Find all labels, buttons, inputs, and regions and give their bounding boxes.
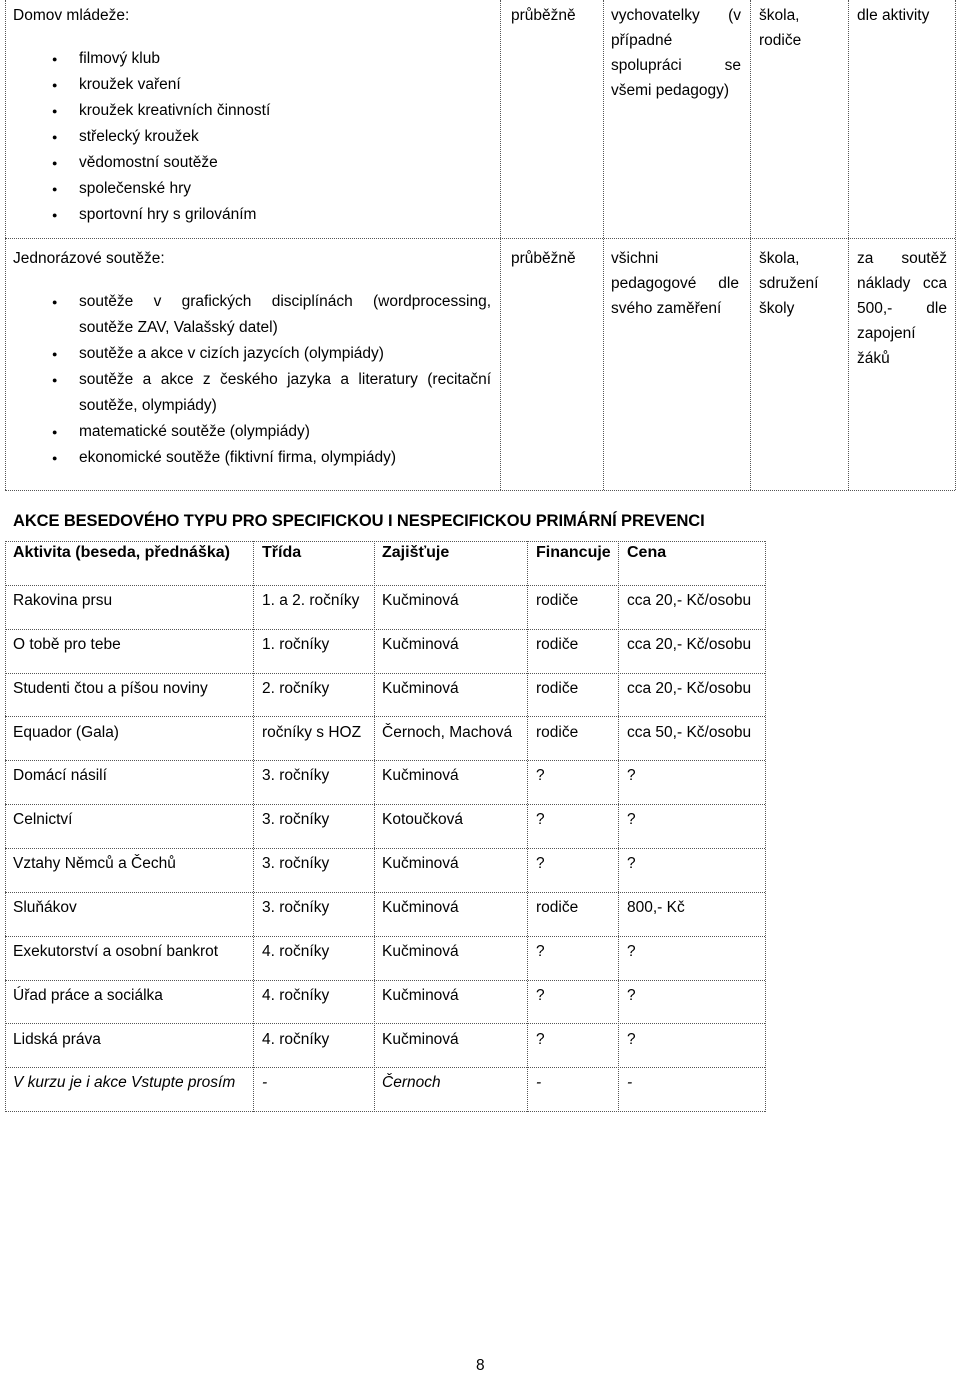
- row2-financuje: škola, sdružení školy: [759, 250, 819, 317]
- cell-zajistuje: Kučminová: [382, 767, 459, 784]
- cell-financuje: -: [536, 1074, 542, 1091]
- cell-aktivita: Lidská práva: [13, 1031, 101, 1048]
- list-item: ● soutěže a akce z českého jazyka a literatury (recitační soutěže, olympiády): [13, 367, 491, 419]
- section-heading: AKCE BESEDOVÉHO TYPU PRO SPECIFICKOU I NESPECIFICKOU PRIMÁRNÍ PREVENCI: [13, 512, 705, 530]
- cell-cena: cca 20,- Kč/osobu: [627, 636, 752, 653]
- cell-trida: 2. ročníky: [262, 680, 330, 697]
- list-item: ● sportovní hry s grilováním: [13, 202, 493, 228]
- cell-trida: 4. ročníky: [262, 1031, 330, 1048]
- cell-trida: 1. a 2. ročníky: [262, 592, 360, 609]
- row2-termin: průběžně: [511, 250, 576, 267]
- cell-cena: ?: [627, 943, 636, 960]
- cell-zajistuje: Kučminová: [382, 943, 459, 960]
- page-number: 8: [476, 1357, 485, 1374]
- cell-zajistuje: Kučminová: [382, 899, 459, 916]
- cell-cena: -: [627, 1074, 633, 1091]
- cell-financuje: ?: [536, 987, 545, 1004]
- col-header-financuje: Financuje: [536, 544, 611, 561]
- col-header-aktivita: Aktivita (beseda, přednáška): [13, 544, 230, 561]
- row1-financuje: škola, rodiče: [759, 7, 802, 49]
- cell-financuje: ?: [536, 943, 545, 960]
- list-item: ● kroužek kreativních činností: [13, 98, 493, 124]
- cell-trida: 3. ročníky: [262, 811, 330, 828]
- cell-financuje: ?: [536, 767, 545, 784]
- cell-financuje: rodiče: [536, 680, 579, 697]
- cell-aktivita: O tobě pro tebe: [13, 636, 121, 653]
- cell-aktivita: Vztahy Němců a Čechů: [13, 855, 176, 872]
- cell-financuje: rodiče: [536, 724, 579, 741]
- cell-zajistuje: Kučminová: [382, 680, 459, 697]
- cell-financuje: ?: [536, 1031, 545, 1048]
- cell-zajistuje: Kučminová: [382, 1031, 459, 1048]
- cell-trida: 3. ročníky: [262, 767, 330, 784]
- row1-title: Domov mládeže:: [13, 7, 130, 24]
- cell-aktivita: Sluňákov: [13, 899, 77, 916]
- cell-aktivita: Celnictví: [13, 811, 73, 828]
- row1-list: [13, 46, 493, 228]
- list-item: ● soutěže a akce v cizích jazycích (olympiády): [13, 341, 491, 367]
- cell-zajistuje: Kučminová: [382, 592, 459, 609]
- list-item: ● střelecký kroužek: [13, 124, 493, 150]
- cell-trida: 1. ročníky: [262, 636, 330, 653]
- list-item: ● kroužek vaření: [13, 72, 493, 98]
- list-item: ● ekonomické soutěže (fiktivní firma, olympiády): [13, 445, 491, 471]
- list-item: ● soutěže v grafických disciplínách (wordprocessing, soutěže ZAV, Valašský datel): [13, 289, 491, 341]
- cell-aktivita: Úřad práce a sociálka: [13, 987, 163, 1004]
- cell-trida: 4. ročníky: [262, 987, 330, 1004]
- cell-cena: ?: [627, 811, 636, 828]
- cell-zajistuje: Kučminová: [382, 636, 459, 653]
- cell-cena: ?: [627, 1031, 636, 1048]
- cell-financuje: rodiče: [536, 636, 579, 653]
- cell-aktivita: Equador (Gala): [13, 724, 119, 741]
- cell-financuje: ?: [536, 855, 545, 872]
- cell-trida: -: [262, 1074, 268, 1091]
- cell-cena: cca 20,- Kč/osobu: [627, 680, 752, 697]
- cell-aktivita: V kurzu je i akce Vstupte prosím: [13, 1074, 236, 1091]
- row1-termin: průběžně: [511, 7, 576, 24]
- cell-aktivita: Rakovina prsu: [13, 592, 113, 609]
- row2-list: [13, 289, 491, 471]
- cell-financuje: rodiče: [536, 592, 579, 609]
- col-header-zajistuje: Zajišťuje: [382, 544, 450, 561]
- list-item: ● vědomostní soutěže: [13, 150, 493, 176]
- cell-trida: 3. ročníky: [262, 899, 330, 916]
- cell-cena: ?: [627, 767, 636, 784]
- cell-zajistuje: Kučminová: [382, 855, 459, 872]
- row1-zajistuje: vychovatelky (v případné spolupráci se všemi pedagogy): [611, 7, 741, 99]
- cell-cena: cca 50,- Kč/osobu: [627, 724, 752, 741]
- cell-cena: 800,- Kč: [627, 899, 685, 916]
- list-item: ● společenské hry: [13, 176, 493, 202]
- cell-zajistuje: Kučminová: [382, 987, 459, 1004]
- cell-zajistuje: Černoch: [382, 1074, 441, 1091]
- cell-aktivita: Studenti čtou a píšou noviny: [13, 680, 208, 697]
- cell-cena: cca 20,- Kč/osobu: [627, 592, 752, 609]
- row2-zajistuje: všichni pedagogové dle svého zaměření: [611, 250, 739, 317]
- cell-trida: 4. ročníky: [262, 943, 330, 960]
- cell-cena: ?: [627, 855, 636, 872]
- row2-cena: za soutěž náklady cca 500,- dle zapojení žáků: [857, 250, 947, 367]
- cell-zajistuje: Černoch, Machová: [382, 724, 513, 741]
- cell-aktivita: Domácí násilí: [13, 767, 107, 784]
- row2-title: Jednorázové soutěže:: [13, 250, 165, 267]
- cell-financuje: ?: [536, 811, 545, 828]
- cell-trida: ročníky s HOZ: [262, 724, 362, 741]
- cell-cena: ?: [627, 987, 636, 1004]
- list-item: ● matematické soutěže (olympiády): [13, 419, 491, 445]
- cell-aktivita: Exekutorství a osobní bankrot: [13, 943, 219, 960]
- cell-trida: 3. ročníky: [262, 855, 330, 872]
- cell-financuje: rodiče: [536, 899, 579, 916]
- row1-cena: dle aktivity: [857, 7, 930, 24]
- col-header-cena: Cena: [627, 544, 667, 561]
- col-header-trida: Třída: [262, 544, 302, 561]
- list-item: ● filmový klub: [13, 46, 493, 72]
- cell-zajistuje: Kotoučková: [382, 811, 463, 828]
